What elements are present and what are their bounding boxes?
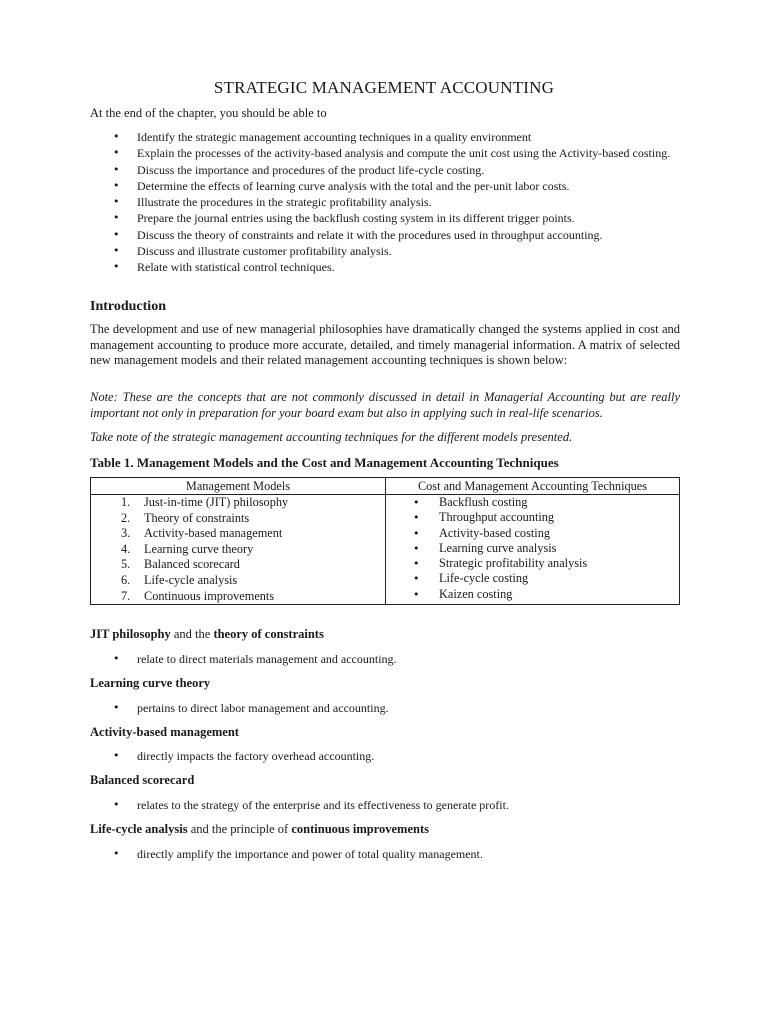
section-bullet-learning: • pertains to direct labor management and accounting. <box>113 701 389 716</box>
list-item: • Throughput accounting <box>386 510 679 525</box>
heading-bold: Balanced scorecard <box>90 773 195 787</box>
section-heading-lca <box>90 822 429 837</box>
item-number: 3. <box>121 526 131 541</box>
list-item <box>91 589 385 605</box>
objective-item: • Illustrate the procedures in the strategic profitability analysis. <box>113 194 683 210</box>
list-item: • Activity-based costing <box>386 526 679 541</box>
list-item <box>91 557 385 573</box>
section-bullet-lca: • directly amplify the importance and power of total quality management. <box>113 847 483 862</box>
model-label: Continuous improvements <box>144 588 275 603</box>
model-label: Life-cycle analysis <box>144 572 238 587</box>
list-item: • Backflush costing <box>386 495 679 510</box>
section-heading-jit <box>90 627 324 642</box>
heading-text: and the <box>170 627 214 641</box>
heading-bold: theory of constraints <box>213 627 324 641</box>
list-item: • Life-cycle costing <box>386 571 679 586</box>
list-item <box>91 542 385 558</box>
objective-item: • Discuss and illustrate customer profitability analysis. <box>113 243 683 259</box>
introduction-heading: Introduction <box>90 299 166 314</box>
objective-item: • Relate with statistical control techniques. <box>113 259 683 275</box>
section-heading-bsc <box>90 773 194 788</box>
models-cell <box>91 495 386 605</box>
objective-item: • Explain the processes of the activity-based analysis and compute the unit cost using the Activity-based costing. <box>113 145 683 161</box>
techniques-list <box>386 495 679 602</box>
list-item: • Learning curve analysis <box>386 541 679 556</box>
item-number: 5. <box>121 557 131 572</box>
heading-bold: continuous improvements <box>291 822 429 836</box>
table-header-models: Management Models <box>91 478 386 495</box>
objectives-intro: At the end of the chapter, you should be able to <box>90 106 327 120</box>
models-list <box>91 495 385 604</box>
item-number: 4. <box>121 541 131 556</box>
note-paragraph: Note: These are the concepts that are not commonly discussed in detail in Managerial Accounting but are really important not only in preparation for your board exam but also in applying such in real-life scenarios. <box>90 390 680 420</box>
item-number: 7. <box>121 588 131 603</box>
heading-bold: Activity-based management <box>90 725 239 739</box>
heading-bold: Life-cycle analysis <box>90 822 188 836</box>
objective-item: • Determine the effects of learning curve analysis with the total and the per-unit labor costs. <box>113 178 683 194</box>
document-title: STRATEGIC MANAGEMENT ACCOUNTING <box>213 78 555 97</box>
model-label: Theory of constraints <box>144 510 250 525</box>
section-bullet-abm: • directly impacts the factory overhead accounting. <box>113 749 374 764</box>
objective-item: • Discuss the importance and procedures of the product life-cycle costing. <box>113 162 683 178</box>
section-heading-learning <box>90 676 210 691</box>
table-caption: Table 1. Management Models and the Cost and Management Accounting Techniques <box>90 455 559 470</box>
section-bullet-jit: • relate to direct materials management and accounting. <box>113 652 397 667</box>
list-item <box>91 511 385 527</box>
objective-item: • Prepare the journal entries using the backflush costing system in its different trigger points. <box>113 210 683 226</box>
model-label: Learning curve theory <box>144 541 254 556</box>
model-label: Just-in-time (JIT) philosophy <box>144 495 289 509</box>
heading-bold: JIT philosophy <box>90 627 171 641</box>
table-header-techniques: Cost and Management Accounting Techniques <box>386 478 680 495</box>
objective-item: • Discuss the theory of constraints and relate it with the procedures used in throughput accounting. <box>113 227 683 243</box>
item-number: 1. <box>121 495 131 509</box>
techniques-cell <box>386 495 680 605</box>
models-table <box>90 477 680 605</box>
list-item: • Strategic profitability analysis <box>386 556 679 571</box>
objectives-list <box>113 129 683 276</box>
list-item: • Kaizen costing <box>386 587 679 602</box>
take-note-paragraph: Take note of the strategic management accounting techniques for the different models presented. <box>90 430 573 444</box>
heading-text: and the principle of <box>187 822 292 836</box>
item-number: 6. <box>121 572 131 587</box>
section-bullet-bsc: • relates to the strategy of the enterprise and its effectiveness to generate profit. <box>113 798 509 813</box>
list-item <box>91 526 385 542</box>
item-number: 2. <box>121 510 131 525</box>
model-label: Activity-based management <box>144 526 283 541</box>
section-heading-abm <box>90 725 239 740</box>
model-label: Balanced scorecard <box>144 557 240 572</box>
objective-item: • Identify the strategic management accounting techniques in a quality environment <box>113 129 683 145</box>
list-item <box>91 573 385 589</box>
heading-bold: Learning curve theory <box>90 676 211 690</box>
introduction-paragraph: The development and use of new managerial philosophies have dramatically changed the systems applied in cost and management accounting to produce more accurate, detailed, and timely managerial information. A matrix of selected new management models and their related management accounting techniques is shown below: <box>90 322 680 367</box>
list-item <box>91 495 385 511</box>
